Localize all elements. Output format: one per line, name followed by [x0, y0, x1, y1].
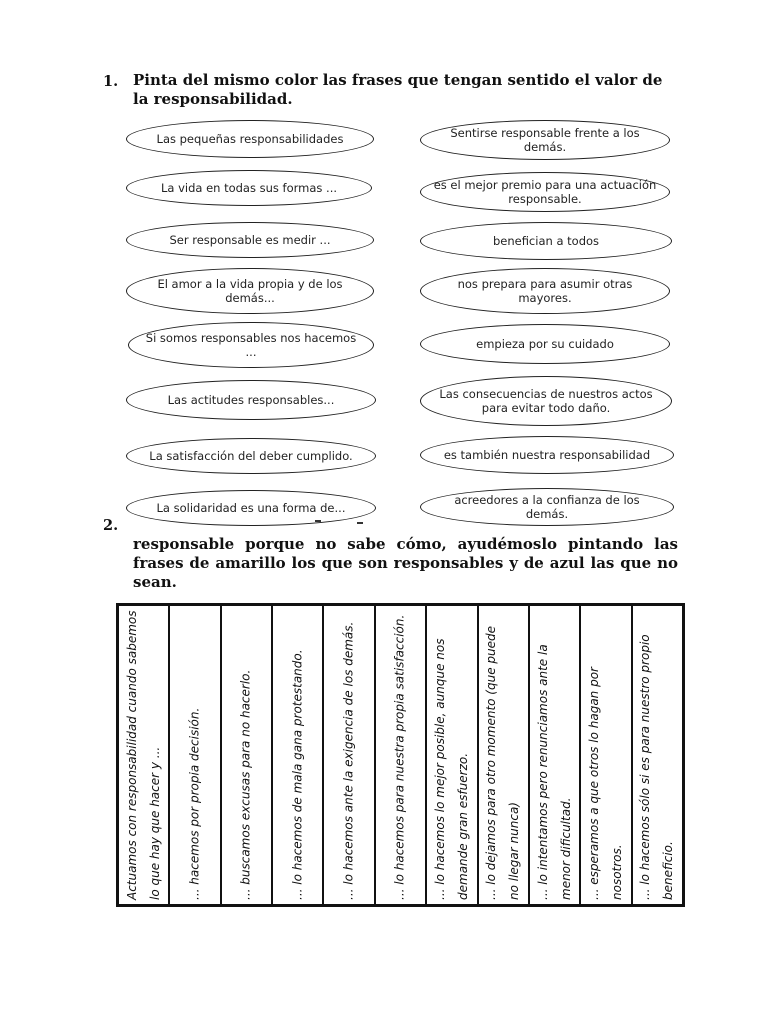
right-oval-4[interactable]: nos prepara para asumir otras mayores. [420, 268, 670, 314]
cut-off-mark [315, 520, 321, 522]
table-column[interactable] [477, 606, 528, 904]
column-phrase: ... lo intentamos pero renunciamos ante la menor dificultad. [535, 644, 573, 900]
question-1-text: Pinta del mismo color las frases que tengan sentido el valor de la responsabilidad. [133, 71, 663, 108]
right-oval-2[interactable]: es el mejor premio para una actuación responsable. [420, 172, 670, 212]
column-phrase: ... hacemos por propia decisión. [187, 707, 202, 900]
column-phrase: ... lo hacemos ante la exigencia de los demás. [341, 621, 356, 900]
table-column[interactable] [528, 606, 579, 904]
right-oval-5[interactable]: empieza por su cuidado [420, 324, 670, 364]
table-column[interactable] [271, 606, 322, 904]
column-phrase: Actuamos con responsabilidad cuando sabemos lo que hay que hacer y ... [124, 610, 162, 900]
column-phrase: ... buscamos excusas para no hacerlo. [238, 669, 253, 900]
table-column[interactable] [168, 606, 219, 904]
table-column[interactable] [425, 606, 476, 904]
column-phrase: ... esperamos a que otros lo hagan por nosotros. [586, 667, 624, 900]
right-oval-8[interactable]: acreedores a la confianza de los demás. [420, 488, 674, 526]
table-column[interactable] [119, 606, 168, 904]
table-column[interactable] [631, 606, 682, 904]
cut-off-mark [357, 522, 363, 524]
left-oval-1[interactable]: Las pequeñas responsabilidades [126, 120, 374, 158]
column-phrase: ... lo hacemos lo mejor posible, aunque nos demande gran esfuerzo. [432, 638, 470, 900]
left-oval-8[interactable]: La solidaridad es una forma de... [126, 490, 376, 526]
table-column[interactable] [322, 606, 373, 904]
left-oval-4[interactable]: El amor a la vida propia y de los demás... [126, 268, 374, 314]
question-2-number: 2. [103, 517, 119, 534]
table-column[interactable] [374, 606, 425, 904]
right-oval-6[interactable]: Las consecuencias de nuestros actos para evitar todo daño. [420, 376, 672, 426]
question-1-number: 1. [103, 73, 119, 90]
question-2-text: responsable porque no sabe cómo, ayudémoslo pintando las frases de amarillo los que son responsables y de azul las que no sean. [133, 535, 678, 591]
table-column[interactable] [579, 606, 630, 904]
right-oval-3[interactable]: benefician a todos [420, 222, 672, 260]
column-phrase: ... lo hacemos para nuestra propia satisfacción. [392, 614, 407, 900]
left-oval-6[interactable]: Las actitudes responsables... [126, 380, 376, 420]
table-column[interactable] [220, 606, 271, 904]
right-oval-1[interactable]: Sentirse responsable frente a los demás. [420, 120, 670, 160]
phrases-table [116, 603, 685, 907]
left-oval-5[interactable]: Si somos responsables nos hacemos ... [128, 322, 374, 368]
column-phrase: ... lo hacemos de mala gana protestando. [290, 649, 305, 900]
right-oval-7[interactable]: es también nuestra responsabilidad [420, 436, 674, 474]
left-oval-2[interactable]: La vida en todas sus formas ... [126, 170, 372, 206]
left-oval-3[interactable]: Ser responsable es medir ... [126, 222, 374, 258]
left-oval-7[interactable]: La satisfacción del deber cumplido. [126, 438, 376, 474]
column-phrase: ... lo hacemos sólo si es para nuestro propio beneficio. [638, 634, 676, 900]
column-phrase: ... lo dejamos para otro momento (que puede no llegar nunca) [484, 625, 522, 900]
